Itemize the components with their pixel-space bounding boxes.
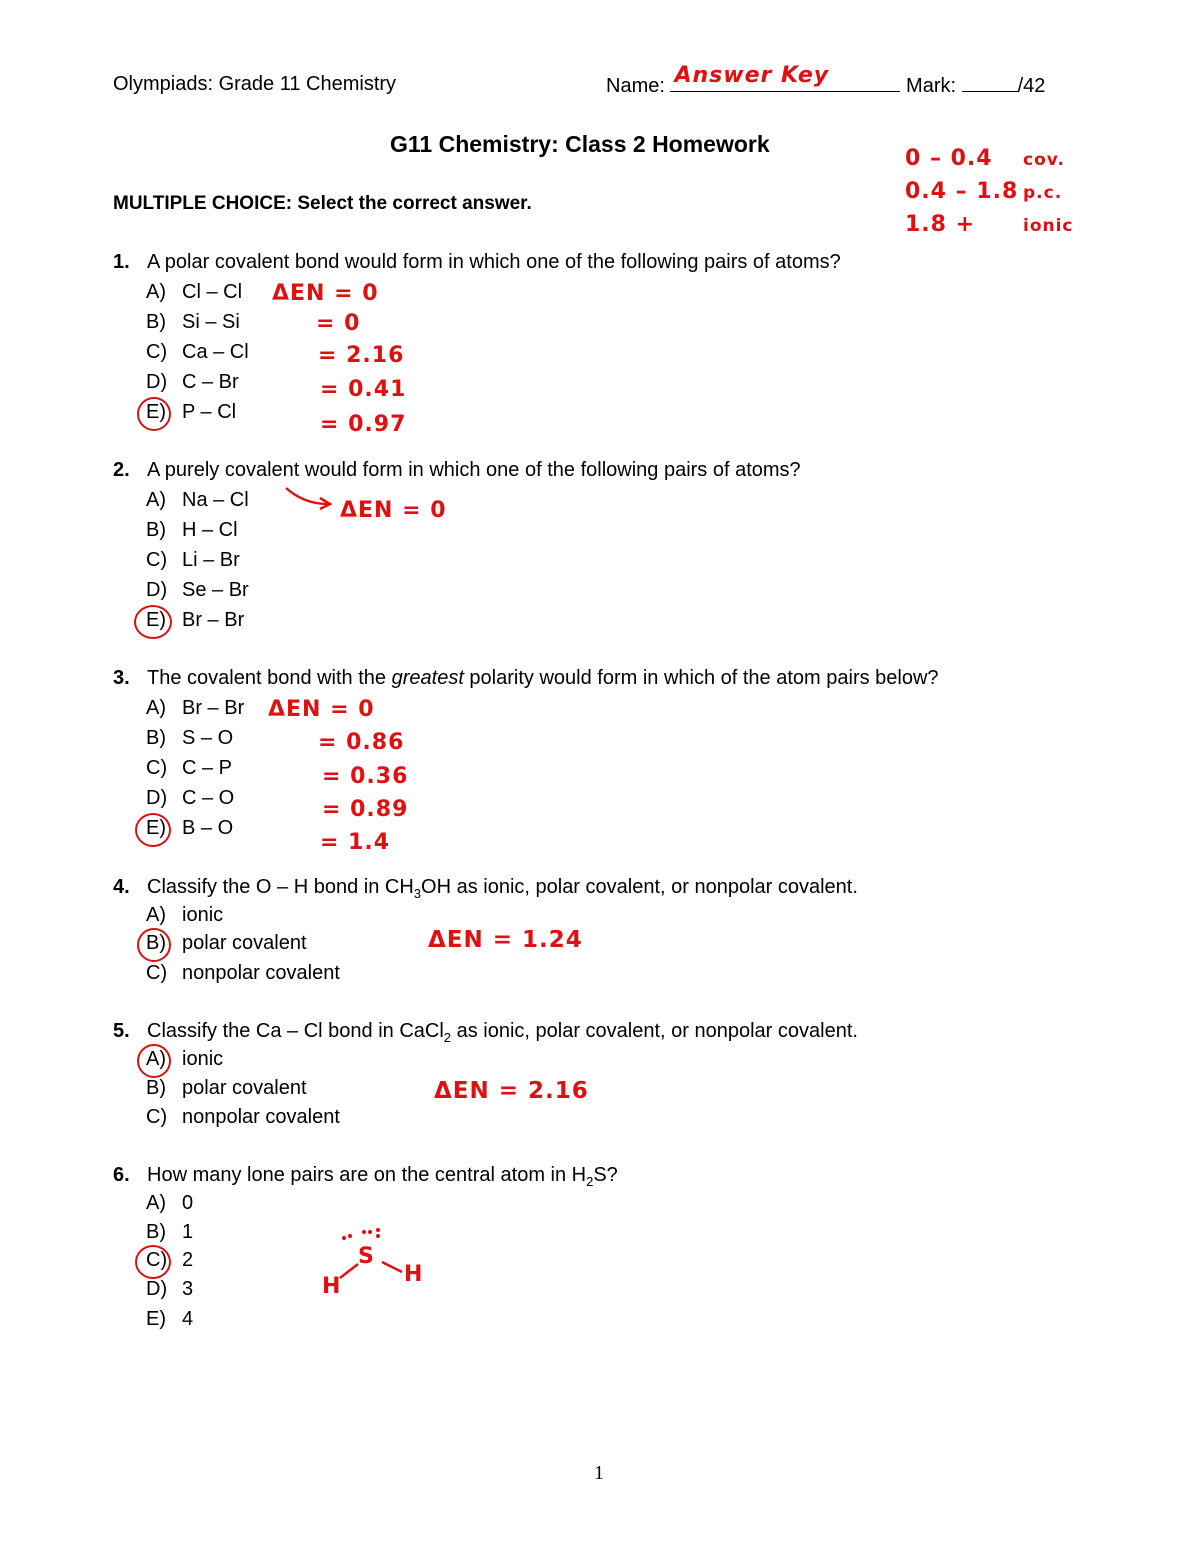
answer-circle-3 (135, 813, 171, 847)
question-number: 1. (113, 251, 130, 273)
option-1d: D) C – Br (146, 371, 239, 393)
name-field (606, 63, 1046, 98)
option-5a: A) ionic (146, 1048, 224, 1070)
option-6d: D) 3 (146, 1278, 194, 1300)
option-6c: C) 2 (146, 1249, 194, 1271)
option-2a: A) Na – Cl (146, 489, 249, 511)
question-number: 4. (113, 876, 130, 898)
note-3d: = 0.89 (322, 797, 409, 822)
mark-label: Mark: (906, 75, 957, 97)
h2s-sketch (318, 1226, 428, 1316)
note-2: ΔEN = 0 (340, 498, 447, 523)
question-text: A polar covalent bond would form in which one of the following pairs of atoms? (147, 251, 841, 273)
atom-s-center: S (358, 1244, 375, 1269)
option-3c: C) C – P (146, 757, 233, 779)
answer-circle-4 (137, 928, 171, 962)
note-1c: = 2.16 (318, 343, 405, 368)
question-4 (113, 876, 858, 901)
side-note (905, 143, 1074, 242)
page-title: G11 Chemistry: Class 2 Homework (390, 131, 770, 157)
side-note-line: 0.4 – 1.8 p.c. (905, 179, 1063, 204)
mark-blank (962, 73, 1018, 92)
note-3e: = 1.4 (320, 830, 391, 855)
option-4b: B) polar covalent (146, 932, 307, 954)
question-number: 6. (113, 1164, 130, 1186)
question-5 (113, 1020, 858, 1045)
question-3 (113, 667, 939, 690)
page-number: 1 (594, 1462, 604, 1484)
option-3a: A) Br – Br (146, 697, 245, 719)
note-3a: ΔEN = 0 (268, 697, 375, 722)
atom-h-left: H (322, 1274, 342, 1299)
atom-h-right: H (404, 1262, 424, 1287)
note-1b: = 0 (316, 311, 361, 336)
option-5b: B) polar covalent (146, 1077, 307, 1099)
instructions: MULTIPLE CHOICE: Select the correct answer. (113, 193, 532, 214)
option-4a: A) ionic (146, 904, 224, 926)
answer-circle-2 (134, 605, 172, 639)
question-number: 5. (113, 1020, 130, 1042)
note-4: ΔEN = 1.24 (428, 927, 583, 953)
name-label: Name: (606, 75, 665, 97)
note-1a: ΔEN = 0 (272, 281, 379, 306)
option-2e: E) Br – Br (146, 609, 245, 631)
note-1e: = 0.97 (320, 412, 407, 437)
option-6e: E) 4 (146, 1308, 194, 1330)
question-number: 2. (113, 459, 130, 481)
option-1e: E) P – Cl (146, 401, 237, 423)
question-text: A purely covalent would form in which one of the following pairs of atoms? (147, 459, 801, 481)
question-2 (113, 459, 801, 482)
question-text: Classify the Ca – Cl bond in CaCl$_2$ as ionic, polar covalent, or nonpolar covalent. (147, 1020, 858, 1045)
question-1 (113, 251, 841, 274)
side-note-line: 0 – 0.4 cov. (905, 146, 1065, 171)
option-1c: C) Ca – Cl (146, 341, 249, 363)
option-5c: C) nonpolar covalent (146, 1106, 340, 1128)
mark-total: /42 (1017, 75, 1046, 97)
note-3b: = 0.86 (318, 730, 405, 755)
option-3e: E) B – O (146, 817, 234, 839)
note-3c: = 0.36 (322, 764, 409, 789)
option-2d: D) Se – Br (146, 579, 249, 601)
option-1a: A) Cl – Cl (146, 281, 243, 303)
option-2b: B) H – Cl (146, 519, 238, 541)
note-1d: = 0.41 (320, 377, 407, 402)
question-text: Classify the O – H bond in $CH_3OH$ as ionic, polar covalent, or nonpolar covalent. (147, 876, 858, 901)
option-1b: B) Si – Si (146, 311, 240, 333)
question-6 (113, 1164, 618, 1189)
note-5: ΔEN = 2.16 (434, 1078, 589, 1104)
name-blank (670, 63, 900, 92)
arrow-icon (284, 484, 344, 514)
option-2c: C) Li – Br (146, 549, 240, 571)
name-handwritten: Answer Key (674, 63, 830, 88)
side-note-line: 1.8 + ionic (905, 212, 1074, 237)
option-4c: C) nonpolar covalent (146, 962, 340, 984)
question-number: 3. (113, 667, 130, 689)
option-3b: B) S – O (146, 727, 234, 749)
question-text: The covalent bond with the greatest polarity would form in which of the atom pairs below? (147, 667, 939, 689)
question-text: How many lone pairs are on the central atom in $H_2S$? (147, 1164, 618, 1189)
answer-circle-1 (137, 397, 171, 431)
option-6b: B) 1 (146, 1221, 194, 1243)
course-title: Olympiads: Grade 11 Chemistry (113, 73, 397, 95)
answer-circle-6 (135, 1245, 171, 1279)
answer-circle-5 (137, 1044, 171, 1078)
option-6a: A) 0 (146, 1192, 194, 1214)
option-3d: D) C – O (146, 787, 235, 809)
